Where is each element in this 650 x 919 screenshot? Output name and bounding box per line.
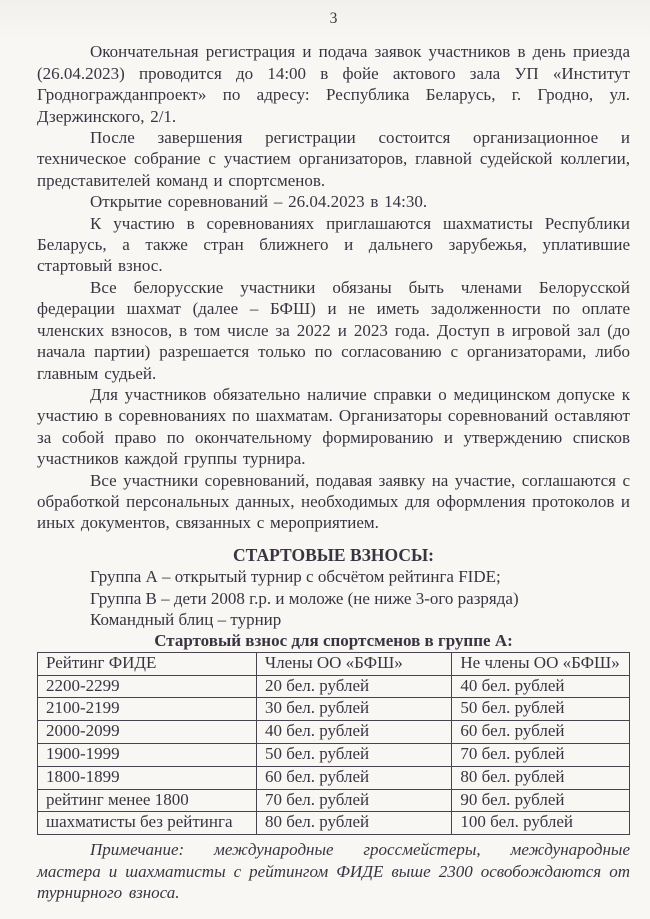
cell-member-fee: 50 бел. рублей	[257, 743, 452, 766]
cell-nonmember-fee: 100 бел. рублей	[452, 812, 630, 835]
paragraph-membership: Все белорусские участники обязаны быть членами Белорусской федерации шахмат (далее – БФШ) и не иметь задолженности по оплате членских взносов, в том числе за 2022 и 2023 года. Доступ в игровой зал (до начала партии) разрешается только по согласованию с организаторами, либо главным судьей.	[37, 277, 630, 383]
note-paragraph: Примечание: международные гроссмейстеры, международные мастера и шахматисты с рейтингом ФИДЕ выше 2300 освобождаются от турнирного взноса.	[37, 840, 630, 902]
cell-member-fee: 30 бел. рублей	[257, 698, 452, 721]
cell-rating: 2000-2099	[38, 721, 257, 744]
group-blitz-line: Командный блиц – турнир	[90, 609, 282, 629]
cell-nonmember-fee: 40 бел. рублей	[452, 675, 630, 698]
cell-member-fee: 60 бел. рублей	[257, 766, 452, 789]
table-row	[38, 812, 630, 835]
group-b-line: Группа В – дети 2008 г.р. и моложе (не ниже 3-ого разряда)	[90, 588, 519, 608]
cell-rating: 2100-2199	[38, 698, 257, 721]
cell-nonmember-fee: 50 бел. рублей	[452, 698, 630, 721]
table-row	[38, 698, 630, 721]
fees-heading: СТАРТОВЫЕ ВЗНОСЫ:	[233, 544, 434, 565]
fees-table-title: Стартовый взнос для спортсменов в группе А:	[154, 631, 513, 651]
cell-rating: 2200-2299	[38, 675, 257, 698]
cell-rating: 1800-1899	[38, 766, 257, 789]
cell-rating: 1900-1999	[38, 743, 257, 766]
paragraph-meeting: После завершения регистрации состоится организационное и техническое собрание с участием организаторов, главной судейской коллегии, представителей команд и спортсменов.	[37, 128, 630, 190]
table-row	[38, 766, 630, 789]
cell-rating: шахматисты без рейтинга	[38, 812, 257, 835]
table-row	[38, 675, 630, 698]
table-header-row	[38, 652, 630, 675]
paragraph-personal-data: Все участники соревнований, подавая заявку на участие, соглашаются с обработкой персональных данных, необходимых для оформления протоколов и иных документов, связанных с мероприятием.	[37, 470, 630, 533]
paragraph-opening: Открытие соревнований – 26.04.2023 в 14:30.	[90, 192, 428, 212]
cell-rating: рейтинг менее 1800	[38, 789, 257, 812]
cell-member-fee: 40 бел. рублей	[257, 721, 452, 744]
paragraph-registration: Окончательная регистрация и подача заявок участников в день приезда (26.04.2023) проводится до 14:00 в фойе актового зала УП «Институт Гродногражданпроект» по адресу: Республика Беларусь, г. Гродно, ул. Дзержинского, 2/1.	[37, 42, 630, 126]
cell-nonmember-fee: 80 бел. рублей	[452, 766, 630, 789]
table-row	[38, 743, 630, 766]
header-rating: Рейтинг ФИДЕ	[38, 652, 257, 675]
group-a-line: Группа А – открытый турнир с обсчётом рейтинга FIDE;	[90, 567, 501, 587]
header-non-members: Не члены ОО «БФШ»	[452, 652, 630, 675]
table-row	[38, 721, 630, 744]
cell-nonmember-fee: 90 бел. рублей	[452, 789, 630, 812]
header-members: Члены ОО «БФШ»	[257, 652, 452, 675]
table-row	[38, 789, 630, 812]
cell-member-fee: 70 бел. рублей	[257, 789, 452, 812]
cell-member-fee: 80 бел. рублей	[257, 812, 452, 835]
cell-member-fee: 20 бел. рублей	[257, 675, 452, 698]
paragraph-invitation: К участию в соревнованиях приглашаются шахматисты Республики Беларусь, а также стран ближнего и дальнего зарубежья, уплатившие стартовый взнос.	[37, 213, 630, 276]
paragraph-medical: Для участников обязательно наличие справки о медицинском допуске к участию в соревнованиях по шахматам. Организаторы соревнований оставляют за собой право по окончательному формированию и утверждению списков участников каждой группы турнира.	[37, 384, 630, 469]
cell-nonmember-fee: 70 бел. рублей	[452, 743, 630, 766]
cell-nonmember-fee: 60 бел. рублей	[452, 721, 630, 744]
fees-table	[37, 652, 630, 835]
page-number: 3	[329, 10, 338, 27]
